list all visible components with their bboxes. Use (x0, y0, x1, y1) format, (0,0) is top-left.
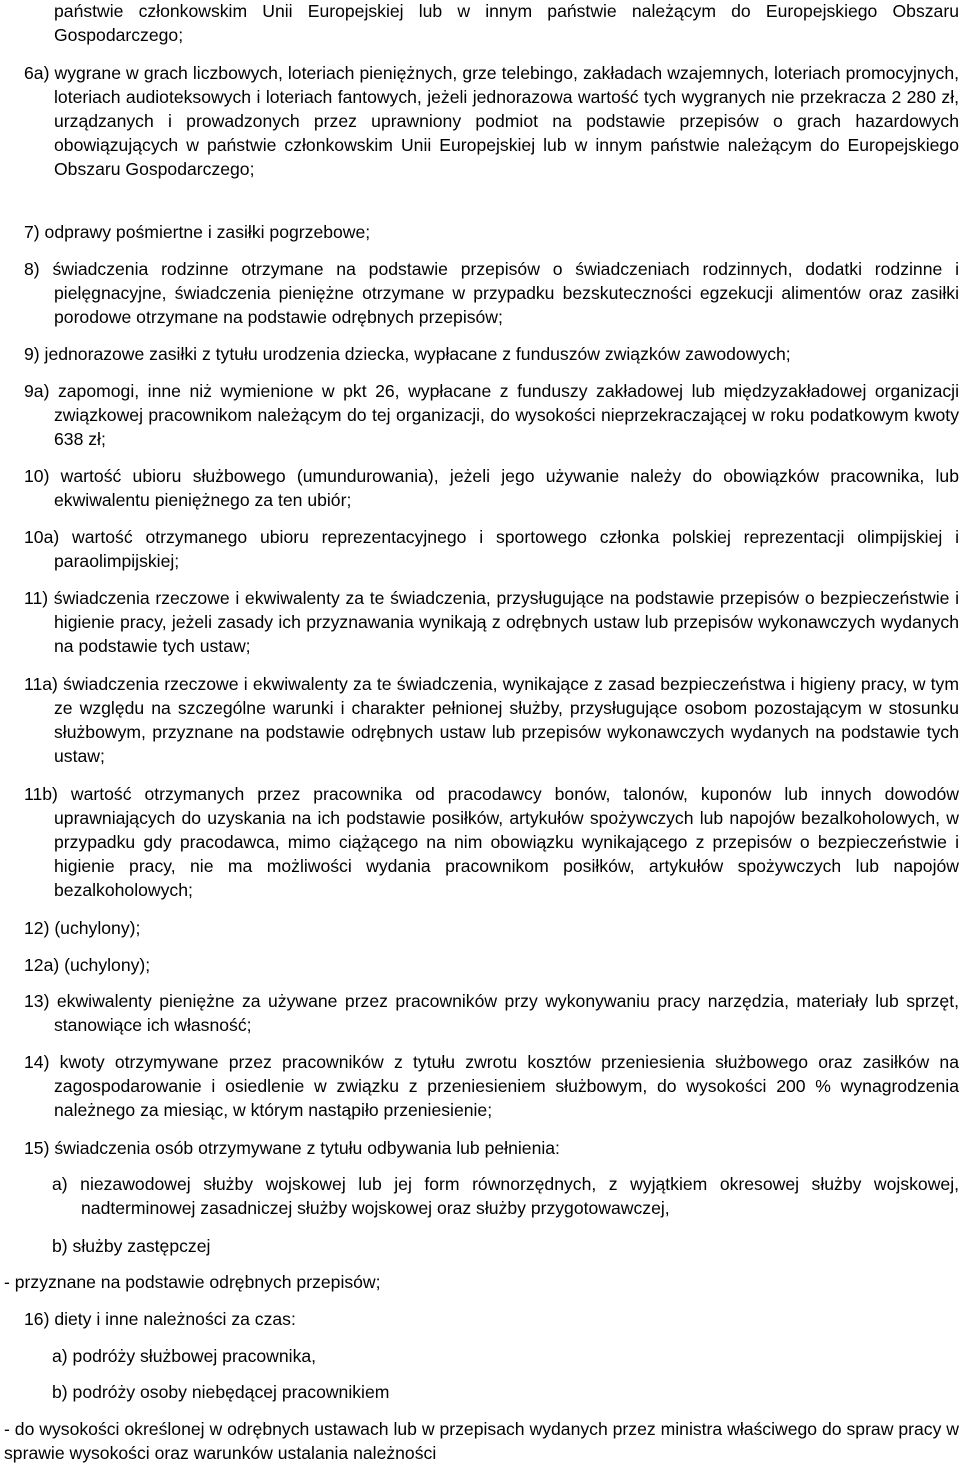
paragraph-9: 9) jednorazowe zasiłki z tytułu urodzenia dziecka, wypłacane z funduszów związków zawodowych; (24, 344, 791, 364)
paragraph-6-continuation: państwie członkowskim Unii Europejskiej lub w innym państwie należącym do Europejskiego Obszaru Gospodarczego; (54, 1, 959, 45)
paragraph-6a: 6a) wygrane w grach liczbowych, loteriach pieniężnych, grze telebingo, zakładach wzajemnych, loteriach promocyjnych, loteriach audioteksowych i loteriach fantowych, jeżeli jednorazowa wartość tych wygranych nie przekracza 2 280 zł, urządzanych i prowadzonych przez uprawniony podmiot na podstawie przepisów o grach hazardowych obowiązujących w państwie członkowskim Unii Europejskiej lub w innym państwie należącym do Europejskiego Obszaru Gospodarczego; (24, 63, 959, 179)
paragraph-11a: 11a) świadczenia rzeczowe i ekwiwalenty za te świadczenia, wynikające z zasad bezpieczeństwa i higieny pracy, w tym ze względu na szczególne warunki i charakter pełnionej służby, przysługujące osobom pozostającym w stosunku służbowym, przyznane na podstawie odrębnych ustaw lub przepisów wykonawczych wydanych na podstawie tych ustaw; (24, 674, 959, 766)
paragraph-11b: 11b) wartość otrzymanych przez pracownika od pracodawcy bonów, talonów, kuponów lub innych dowodów uprawniających do uzyskania na ich podstawie posiłków, artykułów spożywczych lub napojów bezalkoholowych, w przypadku gdy pracodawca, mimo ciążącego na nim obowiązku wynikającego z przepisów o bezpieczeństwie i higienie pracy, nie ma możliwości wydania pracownikom posiłków, artykułów spożywczych lub napojów bezalkoholowych; (24, 784, 959, 900)
paragraph-15-dash: - przyznane na podstawie odrębnych przepisów; (4, 1272, 381, 1292)
paragraph-15-b: b) służby zastępczej (52, 1236, 211, 1256)
paragraph-12: 12) (uchylony); (24, 918, 141, 938)
paragraph-15-a: a) niezawodowej służby wojskowej lub jej form równorzędnych, z wyjątkiem okresowej służby wojskowej, nadterminowej zasadniczej służby wojskowej oraz służby przygotowawczej, (52, 1174, 959, 1218)
paragraph-8: 8) świadczenia rodzinne otrzymane na podstawie przepisów o świadczeniach rodzinnych, dodatki rodzinne i pielęgnacyjne, świadczenia pieniężne otrzymane w przypadku bezskuteczności egzekucji alimentów oraz zasiłki porodowe otrzymane na podstawie odrębnych przepisów; (24, 259, 959, 327)
paragraph-14: 14) kwoty otrzymywane przez pracowników z tytułu zwrotu kosztów przeniesienia służbowego oraz zasiłków na zagospodarowanie i osiedlenie w związku z przeniesieniem służbowym, do wysokości 200 % wynagrodzenia należnego za miesiąc, w którym nastąpiło przeniesienie; (24, 1052, 959, 1120)
paragraph-10: 10) wartość ubioru służbowego (umundurowania), jeżeli jego używanie należy do obowiązków pracownika, lub ekwiwalentu pieniężnego za ten ubiór; (24, 466, 959, 510)
paragraph-11: 11) świadczenia rzeczowe i ekwiwalenty za te świadczenia, przysługujące na podstawie przepisów o bezpieczeństwie i higienie pracy, jeżeli zasady ich przyznawania wynikają z odrębnych ustaw lub przepisów wykonawczych wydanych na podstawie tych ustaw; (24, 588, 959, 656)
paragraph-16-b: b) podróży osoby niebędącej pracownikiem (52, 1382, 390, 1402)
paragraph-16-a: a) podróży służbowej pracownika, (52, 1346, 317, 1366)
paragraph-10a: 10a) wartość otrzymanego ubioru reprezentacyjnego i sportowego członka polskiej reprezentacji olimpijskiej i paraolimpijskiej; (24, 527, 959, 571)
paragraph-16-dash: - do wysokości określonej w odrębnych ustawach lub w przepisach wydanych przez ministra właściwego do spraw pracy w sprawie wysokości oraz warunków ustalania należności (4, 1419, 959, 1463)
paragraph-9a: 9a) zapomogi, inne niż wymienione w pkt 26, wypłacane z funduszy zakładowej lub międzyzakładowej organizacji związkowej pracownikom należącym do tej organizacji, do wysokości nieprzekraczającej w roku podatkowym kwoty 638 zł; (24, 381, 959, 449)
paragraph-13: 13) ekwiwalenty pieniężne za używane przez pracowników przy wykonywaniu pracy narzędzia, materiały lub sprzęt, stanowiące ich własność; (24, 991, 959, 1035)
paragraph-16: 16) diety i inne należności za czas: (24, 1309, 296, 1329)
paragraph-15: 15) świadczenia osób otrzymywane z tytułu odbywania lub pełnienia: (24, 1138, 560, 1158)
paragraph-7: 7) odprawy pośmiertne i zasiłki pogrzebowe; (24, 222, 371, 242)
paragraph-12a: 12a) (uchylony); (24, 955, 151, 975)
